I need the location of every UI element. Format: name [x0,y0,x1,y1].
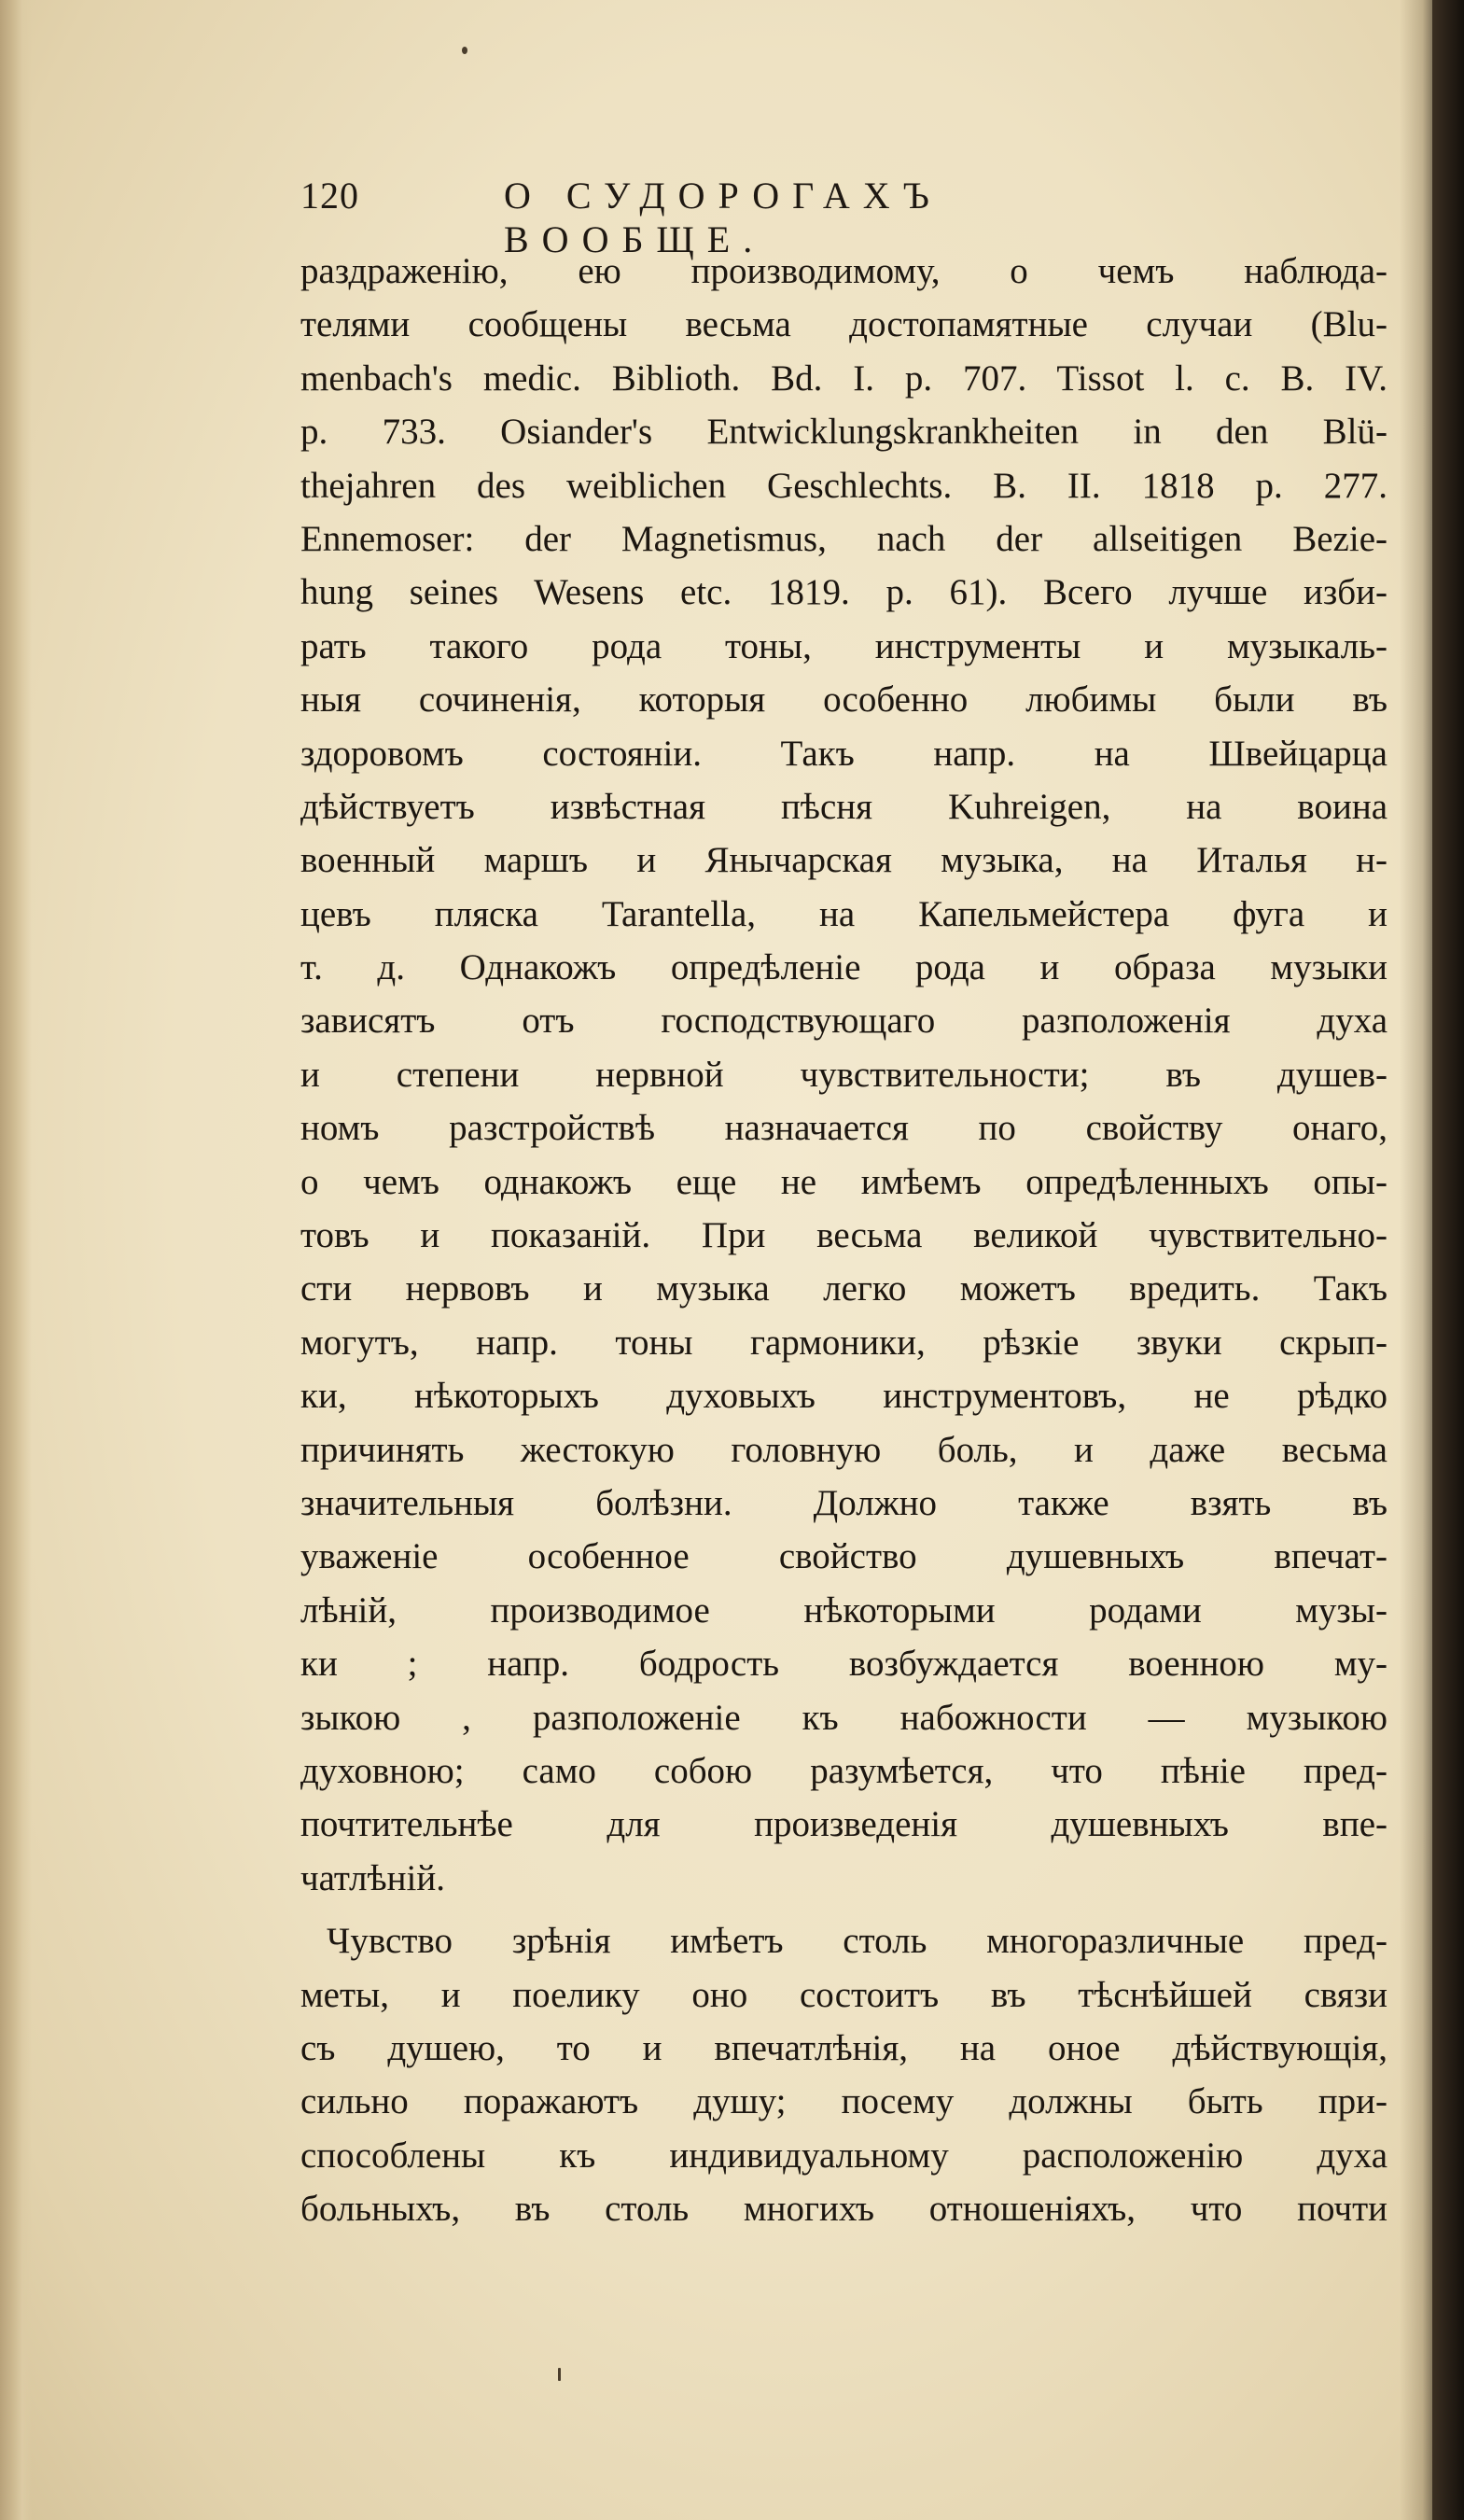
page-gutter-shadow [0,0,32,2520]
text-line: p. 733. Osiander's Entwicklungskrankheiten in den Blü- [300,412,1387,453]
text-line: hung seines Wesens etc. 1819. p. 61). Всего лучше изби- [300,572,1387,613]
text-line: Ennemoser: der Magnetismus, nach der allseitigen Bezie- [300,518,1387,559]
text-line: ки, нѣкоторыхъ духовыхъ инструментовъ, не рѣдко [300,1376,1387,1417]
text-line: thejahren des weiblichen Geschlechts. B. II. 1818 p. 277. [300,465,1387,506]
text-line: могутъ, напр. тоны гармоники, рѣзкіе звуки скрып- [300,1322,1387,1363]
text-line: духовною; само собою разумѣется, что пѣніе пред- [300,1750,1387,1791]
text-line: почтительнѣе для произведенія душевныхъ впе- [300,1804,1387,1845]
text-line: сильно поражаютъ душу; посему должны быть при- [300,2081,1387,2122]
ink-speck [558,2368,561,2381]
text-line: меты, и поелику оно состоитъ въ тѣснѣйшей связи [300,1974,1387,2015]
text-line: рать такого рода тоны, инструменты и музыкаль- [300,625,1387,666]
running-title: О СУДОРОГАХЪ ВООБЩЕ. [504,175,942,260]
text-line: зыкою , разположеніе къ набожности — музыкою [300,1697,1387,1738]
text-line: сти нервовъ и музыка легко можетъ вредить. Такъ [300,1268,1387,1309]
paragraph-2 [300,1914,1387,2235]
text-line: ныя сочиненія, которыя особенно любимы были въ [300,679,1387,721]
text-line: больныхъ, въ столь многихъ отношеніяхъ, что почти [300,2189,1387,2230]
paragraph-gap [300,1905,1387,1914]
text-line: о чемъ однакожъ еще не имѣемъ опредѣленныхъ опы- [300,1161,1387,1202]
text-line: здоровомъ состояніи. Такъ напр. на Швейцарца [300,733,1387,774]
text-line: цевъ пляска Tarantella, на Капельмейстера фуга и [300,893,1387,934]
text-line: лѣній, производимое нѣкоторыми родами музы- [300,1589,1387,1631]
page-edge-shadow [1400,0,1432,2520]
text-line: товъ и показаній. При весьма великой чувствительно- [300,1215,1387,1256]
text-line: т. д. Однакожъ опредѣленіе рода и образа музыки [300,947,1387,988]
text-line: причинять жестокую головную боль, и даже весьма [300,1429,1387,1470]
text-line: военный маршъ и Янычарская музыка, на Италья н- [300,840,1387,881]
page-number: 120 [300,175,359,217]
text-line: способлены къ индивидуальному расположенію духа [300,2135,1387,2176]
paragraph-1 [300,245,1387,1905]
text-line: menbach's medic. Biblioth. Bd. I. p. 707. Tissot l. c. B. IV. [300,357,1387,399]
text-line: дѣйствуетъ извѣстная пѣсня Kuhreigen, на воина [300,786,1387,827]
text-line: зависятъ отъ господствующаго разположенія духа [300,1001,1387,1042]
text-line: съ душею, то и впечатлѣнія, на оное дѣйствующія, [300,2027,1387,2068]
text-line: значительныя болѣзни. Должно также взять въ [300,1482,1387,1523]
running-header [300,174,1196,260]
text-line: номъ разстройствѣ назначается по свойству онаго, [300,1108,1387,1149]
text-line: чатлѣній. [300,1857,445,1898]
body-text [300,245,1387,2235]
scan-background [1432,0,1464,2520]
text-line: уваженіе особенное свойство душевныхъ впечат- [300,1536,1387,1577]
text-line: ки ; напр. бодрость возбуждается военною му- [300,1644,1387,1685]
text-line: телями сообщены весьма достопамятные случаи (Blu- [300,304,1387,345]
ink-speck [462,47,467,54]
text-line: раздраженію, ею производимому, о чемъ наблюда- [300,251,1387,291]
text-line: и степени нервной чувствительности; въ душев- [300,1054,1387,1095]
text-line: Чувство зрѣнія имѣетъ столь многоразличные пред- [327,1921,1387,1962]
